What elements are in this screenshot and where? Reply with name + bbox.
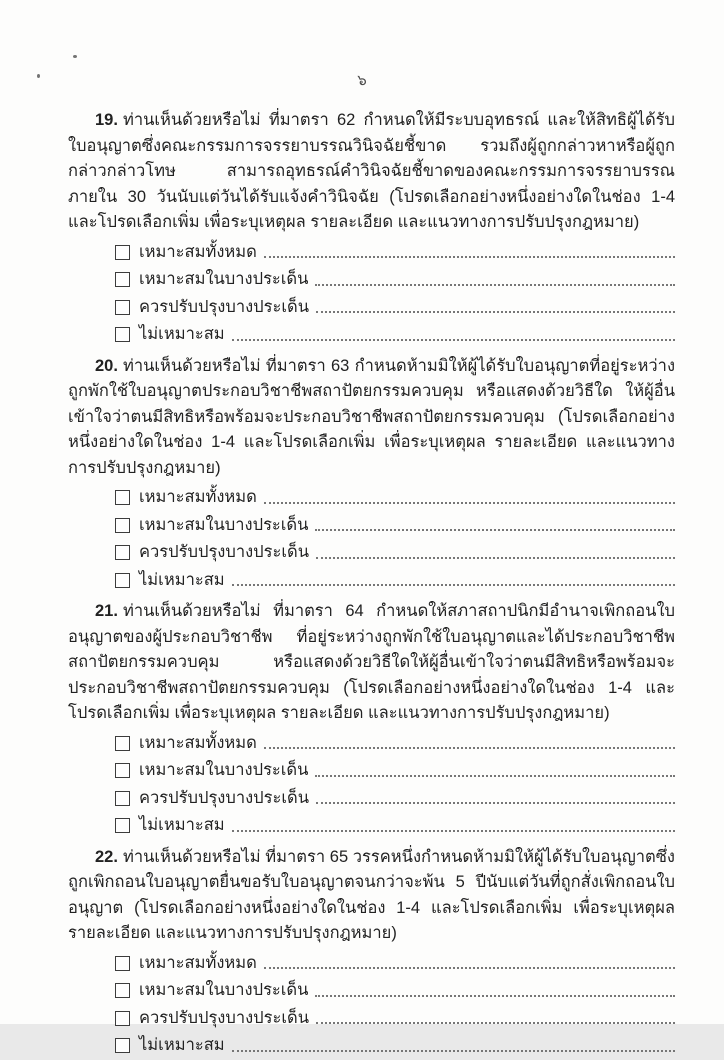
page-number: ๖ (357, 72, 367, 89)
option-label: เหมาะสมทั้งหมด (139, 733, 257, 752)
question-19-option-row-2 (68, 266, 675, 294)
option-label: เหมาะสมทั้งหมด (139, 953, 257, 972)
checkbox-icon[interactable] (115, 983, 130, 998)
option-label: เหมาะสมในบางประเด็น (139, 515, 309, 534)
question-22-option-row-3 (68, 1005, 675, 1033)
scan-speck (37, 74, 40, 78)
checkbox-icon[interactable] (115, 791, 130, 806)
option-label: ไม่เหมาะสม (139, 325, 225, 344)
option-label: เหมาะสมในบางประเด็น (139, 270, 309, 289)
question-22-option-row-2 (68, 977, 675, 1005)
question-22-paragraph (68, 845, 675, 947)
question-21-option-row-1 (68, 730, 675, 758)
question-19-option-row-3 (68, 294, 675, 322)
answer-dotted-line (316, 311, 675, 313)
question-20 (68, 354, 675, 595)
question-20-option-row-2 (68, 512, 675, 540)
answer-dotted-line (315, 775, 675, 777)
option-label: ควรปรับปรุงบางประเด็น (139, 543, 309, 562)
question-20-text: ท่านเห็นด้วยหรือไม่ ที่มาตรา 63 กำหนดห้ามมิให้ผู้ได้รับใบอนุญาตที่อยู่ระหว่างถูกพักใช้ใบอนุญาตประกอบวิชาชีพสถาปัตยกรรมควบคุม หรือแสดงด้วยวิธีใด ให้ผู้อื่นเข้าใจว่าตนมีสิทธิหรือพร้อมจะประกอบวิชาชีพสถาปัตยกรรมควบคุม (โปรดเลือกอย่างหนึ่งอย่างใดในช่อง 1-4 และโปรดเลือกเพิ่ม เพื่อระบุเหตุผล รายละเอียด และแนวทางการปรับปรุงกฎหมาย) (68, 356, 675, 477)
question-22-option-row-4 (68, 1032, 675, 1060)
checkbox-icon[interactable] (115, 736, 130, 751)
question-19-text: ท่านเห็นด้วยหรือไม่ ที่มาตรา 62 กำหนดให้มีระบบอุทธรณ์ และให้สิทธิผู้ได้รับใบอนุญาตซึ่งคณะกรรมการจรรยาบรรณวินิจฉัยชี้ขาด รวมถึงผู้ถูกกล่าวหาหรือผู้ถูกกล่าวกล่าวโทษ สามารถอุทธรณ์คำวินิจฉัยชี้ขาดของคณะกรรมการจรรยาบรรณ ภายใน 30 วันนับแต่วันได้รับแจ้งคำวินิจฉัย (โปรดเลือกอย่างหนึ่งอย่างใดในช่อง 1-4 และโปรดเลือกเพิ่ม เพื่อระบุเหตุผล รายละเอียด และแนวทางการปรับปรุงกฎหมาย) (68, 111, 675, 231)
option-label: ควรปรับปรุงบางประเด็น (139, 1008, 309, 1027)
question-20-option-row-3 (68, 539, 675, 567)
answer-dotted-line (264, 256, 675, 258)
answer-dotted-line (315, 284, 675, 286)
option-label: ควรปรับปรุงบางประเด็น (139, 297, 309, 316)
answer-dotted-line (315, 529, 675, 531)
question-21 (68, 599, 675, 840)
answer-dotted-line (316, 557, 675, 559)
question-20-option-row-1 (68, 484, 675, 512)
question-22 (68, 845, 675, 1060)
question-19 (68, 108, 675, 349)
question-21-text: ท่านเห็นด้วยหรือไม่ ที่มาตรา 64 กำหนดให้สภาสถาปนิกมีอำนาจเพิกถอนใบอนุญาตของผู้ประกอบวิชาชีพ ที่อยู่ระหว่างถูกพักใช้ใบอนุญาตและได้ประกอบวิชาชีพสถาปัตยกรรมควบคุม หรือแสดงด้วยวิธีใดให้ผู้อื่นเข้าใจว่าตนมีสิทธิหรือพร้อมจะประกอบวิชาชีพสถาปัตยกรรมควบคุม (โปรดเลือกอย่างหนึ่งอย่างใดในช่อง 1-4 และโปรดเลือกเพิ่ม เพื่อระบุเหตุผล รายละเอียด และแนวทางการปรับปรุงกฎหมาย) (68, 602, 675, 722)
question-22-option-row-1 (68, 950, 675, 978)
checkbox-icon[interactable] (115, 545, 130, 560)
checkbox-icon[interactable] (115, 327, 130, 342)
checkbox-icon[interactable] (115, 763, 130, 778)
option-label: ควรปรับปรุงบางประเด็น (139, 788, 309, 807)
option-label: เหมาะสมทั้งหมด (139, 488, 257, 507)
option-label: เหมาะสมทั้งหมด (139, 242, 257, 261)
question-22-text: ท่านเห็นด้วยหรือไม่ ที่มาตรา 65 วรรคหนึ่งกำหนดห้ามมิให้ผู้ได้รับใบอนุญาตซึ่งถูกเพิกถอนใบอนุญาตยื่นขอรับใบอนุญาตจนกว่าจะพ้น 5 ปีนับแต่วันที่ถูกสั่งเพิกถอนใบอนุญาต (โปรดเลือกอย่างหนึ่งอย่างใดในช่อง 1-4 และโปรดเลือกเพิ่ม เพื่อระบุเหตุผล รายละเอียด และแนวทางการปรับปรุงกฎหมาย) (68, 847, 675, 942)
checkbox-icon[interactable] (115, 490, 130, 505)
answer-dotted-line (232, 584, 675, 586)
answer-dotted-line (316, 802, 675, 804)
question-21-option-row-3 (68, 785, 675, 813)
answer-dotted-line (315, 995, 675, 997)
checkbox-icon[interactable] (115, 300, 130, 315)
checkbox-icon[interactable] (115, 1011, 130, 1026)
option-label: ไม่เหมาะสม (139, 1036, 225, 1055)
answer-dotted-line (264, 502, 675, 504)
option-label: ไม่เหมาะสม (139, 816, 225, 835)
answer-dotted-line (264, 967, 675, 969)
question-20-option-row-4 (68, 567, 675, 595)
checkbox-icon[interactable] (115, 272, 130, 287)
question-19-number: 19. (95, 111, 118, 129)
question-21-option-row-2 (68, 757, 675, 785)
answer-dotted-line (264, 747, 675, 749)
checkbox-icon[interactable] (115, 573, 130, 588)
option-label: เหมาะสมในบางประเด็น (139, 761, 309, 780)
option-label: ไม่เหมาะสม (139, 570, 225, 589)
question-20-paragraph (68, 354, 675, 482)
answer-dotted-line (232, 830, 675, 832)
checkbox-icon[interactable] (115, 956, 130, 971)
question-21-option-row-4 (68, 812, 675, 840)
question-20-number: 20. (95, 356, 118, 375)
question-22-number: 22. (95, 847, 118, 866)
question-21-number: 21. (95, 602, 118, 620)
question-19-paragraph (68, 108, 675, 236)
question-21-paragraph (68, 599, 675, 727)
answer-dotted-line (232, 1050, 675, 1052)
scan-speck (73, 55, 77, 58)
question-19-option-row-1 (68, 239, 675, 267)
answer-dotted-line (232, 339, 675, 341)
answer-dotted-line (316, 1022, 675, 1024)
checkbox-icon[interactable] (115, 1038, 130, 1053)
checkbox-icon[interactable] (115, 518, 130, 533)
question-19-option-row-4 (68, 321, 675, 349)
option-label: เหมาะสมในบางประเด็น (139, 981, 309, 1000)
checkbox-icon[interactable] (115, 818, 130, 833)
questionnaire-content (68, 108, 675, 1060)
checkbox-icon[interactable] (115, 245, 130, 260)
